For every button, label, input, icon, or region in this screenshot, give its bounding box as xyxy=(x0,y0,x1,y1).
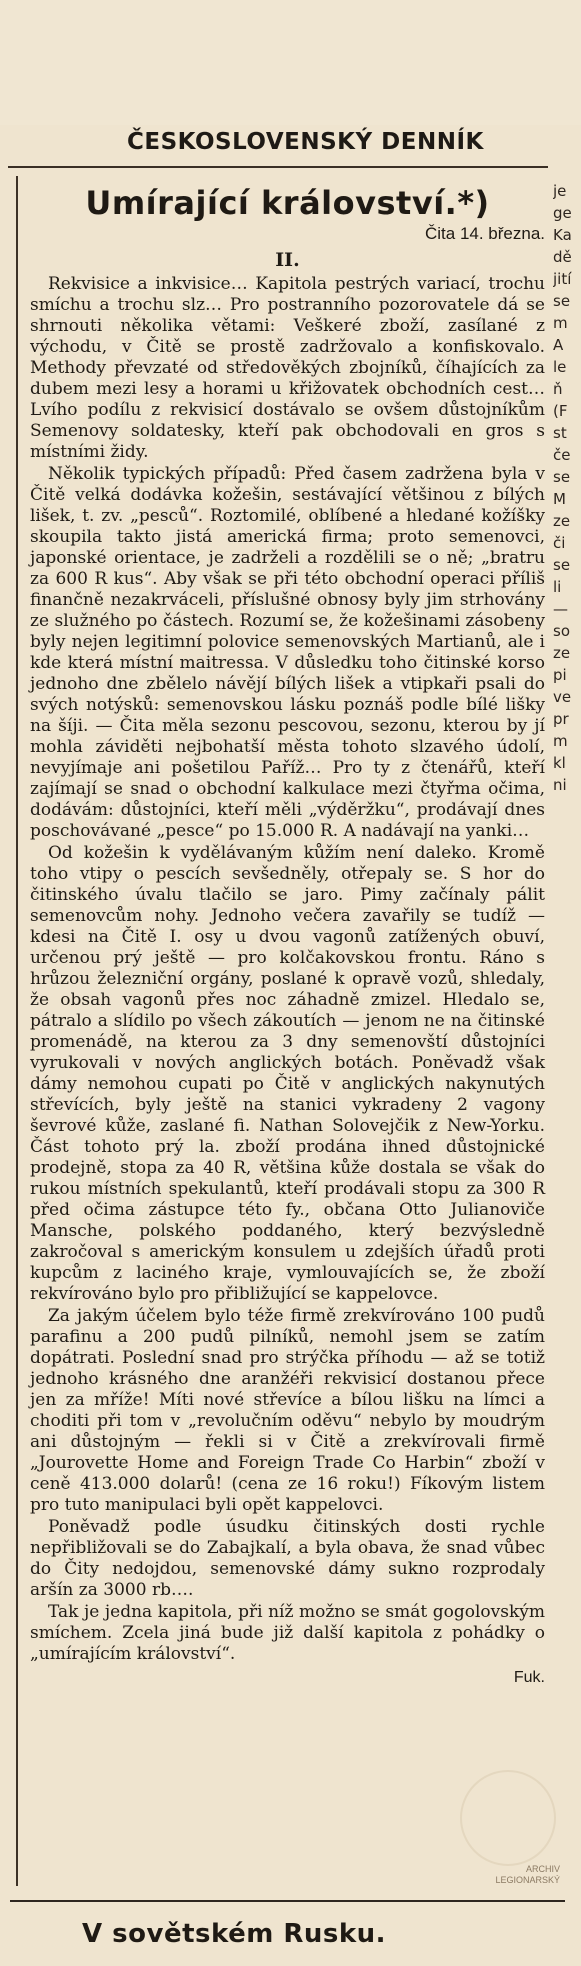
watermark-line: ARCHIV xyxy=(525,1864,560,1874)
author-signature: Fuk. xyxy=(513,1668,545,1686)
article-paragraph: Za jakým účelem bylo téže firmě zrekvírováno 100 pudů parafinu a 200 pudů pilníků, nemohl jsem se zatím dopátrati. Poslední snad pro strýčka příhodu — až se totiž jednoho krásného dne aranžéři rekvisicí dostanou přece jen za mříže! Míti nové střevíce a bílou lišku na límci a choditi při tom v „revolučním oděvu“ nebylo by moudrým ani důstojným — řekli si v Čitě a zrekvírovali firmě „Jourovette Home and Foreign Trade Co Harbin“ zboží v ceně 413.000 dolarů! (cena ze 16 roku!) Fíkovým listem pro tuto manipulaci byli opět kappelovci. xyxy=(30,1305,545,1515)
fragment-line: se xyxy=(553,292,571,310)
section-number: II. xyxy=(275,248,300,271)
article-end-divider xyxy=(10,1900,565,1902)
article-headline: Umírající království.*) xyxy=(85,184,490,222)
article-paragraph: Několik typických případů: Před časem zadržena byla v Čitě velká dodávka kožešin, sestávající většinou z bílých lišek, t. zv. „pesců“. Roztomilé, oblíbené a hledané kožíšky skoupila takto jistá americká firma; proto semenovci, japonské orientace, je zadrželi a rozdělili se o ně; „bratru za 600 R kus“. Aby však se při této obchodní operaci příliš finančně nezakrváceli, příslušné obnosy byly jim strhovány ze služného po částech. Rozumí se, že kožešinami zásobeny byly nejen legitimní polovice semenovských Martianů, ale i kde která místní maitressa. V důsledku toho čitinské korso jednoho dne zbělelo návějí bílých lišek a vtipkaři psali do svých notýsků: semenovskou lásku poznáš podle bílé lišky na šíji. — Čita měla sezonu pescovou, sezonu, kterou by jí mohla záviděti nejbohatší města tohoto slzavého údolí, nevyjímaje ani pošetilou Paříž… Pro ty z čtenářů, kteří zajímají se snad o obchodní kalkulace mezi čtyřma očima, dodávám: důstojníci, kteří měli „výděržku“, prodávají dnes poschovávané „pesce“ po 15.000 R. A nadávají na yanki… xyxy=(30,463,545,841)
fragment-line: — xyxy=(553,600,568,618)
fragment-line: se xyxy=(553,468,571,486)
fragment-line: (F xyxy=(553,402,568,420)
fragment-line: pr xyxy=(553,710,569,728)
fragment-line: ň xyxy=(553,380,563,398)
fragment-line: le xyxy=(553,358,567,376)
fragment-line: m xyxy=(553,732,568,750)
article-paragraph: Od kožešin k vydělávaným kůžím není daleko. Kromě toho vtipy o pescích sevšedněly, otřepaly se. S hor do čitinského úvalu tlačilo se jaro. Pimy začínaly pálit semenovcům nohy. Jednoho večera zavařily se tudíž — kdesi na Čitě I. osy u dvou vagonů zatížených obuví, určenou prý ještě — pro kolčakovskou frontu. Ráno s hrůzou železniční orgány, poslané k opravě vozů, shledaly, že obsah vagonů přes noc záhadně zmizel. Hledalo se, pátralo a slídilo po všech zákoutích — jenom ne na čitinské promenádě, na kterou za 3 dny semenovští důstojníci vyrukovali v nových anglických botách. Poněvadž však dámy nemohou cupati po Čitě v anglických nakynutých střevících, byly ještě na stanici vykradeny 2 vagony ševrové kůže, zaslané fi. Nathan Solovejčik z New-Yorku. Část tohoto prý la. zboží prodána ihned důstojnické prodejně, stopa za 40 R, většina kůže dostala se však do rukou místních spekulantů, kteří prodávali stopu za 300 R před očima zástupce této fy., občana Otto Julianoviče Mansche, polského poddaného, který bezvýsledně zakročoval s americkým konsulem u zdejších úřadů proti kupcům z laciného kraje, vymlouvajících se, že zboží rekvírováno bylo pro přibližující se kappelovce. xyxy=(30,842,545,1304)
fragment-line: m xyxy=(553,314,568,332)
article xyxy=(30,186,545,1687)
article-paragraph: Poněvadž podle úsudku čitinských dosti rychle nepřibližovali se do Zabajkalí, a byla obava, že snad vůbec do Čity nedojdou, semenovské dámy sukno rozprodaly aršín za 3000 rb…. xyxy=(30,1516,545,1600)
fragment-line: M xyxy=(553,490,566,508)
fragment-line: dě xyxy=(553,248,572,266)
article-paragraph: Tak je jedna kapitola, při níž možno se smát gogolovským smíchem. Zcela jiná bude již další kapitola z pohádky o „umírajícím království“. xyxy=(30,1601,545,1664)
archive-watermark xyxy=(460,1770,556,1866)
column-divider xyxy=(16,176,18,1886)
watermark-line: LEGIONARSKÝ xyxy=(495,1875,560,1885)
fragment-line: ze xyxy=(553,644,571,662)
fragment-line: Ka xyxy=(553,226,572,244)
fragment-line: se xyxy=(553,556,571,574)
fragment-line: če xyxy=(553,446,571,464)
fragment-line: li xyxy=(553,578,562,596)
paper-margin xyxy=(0,0,581,125)
dateline: Čita 14. března. xyxy=(424,223,545,243)
article-paragraph: Rekvisice a inkvisice… Kapitola pestrých variací, trochu smíchu a trochu slz… Pro postranního pozorovatele dá se shrnouti několika větami: Veškeré zboží, zasílané z východu, v Čitě se prostě zadržovalo a konfiskovalo. Methody převzaté od středověkých zbojníků, číhajících za dubem mezi lesy a horami u křižovatek obchodních cest… Lvího podílu z rekvisicí dostávalo se ovšem důstojníkům Semenovy soldatesky, kteří pak obchodovali en gros s místními židy. xyxy=(30,273,545,462)
adjacent-column-fragment xyxy=(553,180,581,1660)
fragment-line: pi xyxy=(553,666,567,684)
fragment-line: st xyxy=(553,424,567,442)
fragment-line: A xyxy=(553,336,564,354)
masthead-divider xyxy=(8,166,548,168)
fragment-line: ze xyxy=(553,512,571,530)
fragment-line: so xyxy=(553,622,570,640)
fragment-line: či xyxy=(553,534,566,552)
newspaper-masthead: ČESKOSLOVENSKÝ DENNÍK xyxy=(127,129,484,155)
fragment-line: ve xyxy=(553,688,572,706)
archive-watermark-text xyxy=(420,1864,560,1886)
next-article-heading: V sovětském Rusku. xyxy=(82,1919,387,1949)
fragment-line: kl xyxy=(553,754,566,772)
fragment-line: ni xyxy=(553,776,567,794)
fragment-line: jití xyxy=(553,270,572,288)
fragment-line: ge xyxy=(553,204,572,222)
fragment-line: je xyxy=(553,182,567,200)
